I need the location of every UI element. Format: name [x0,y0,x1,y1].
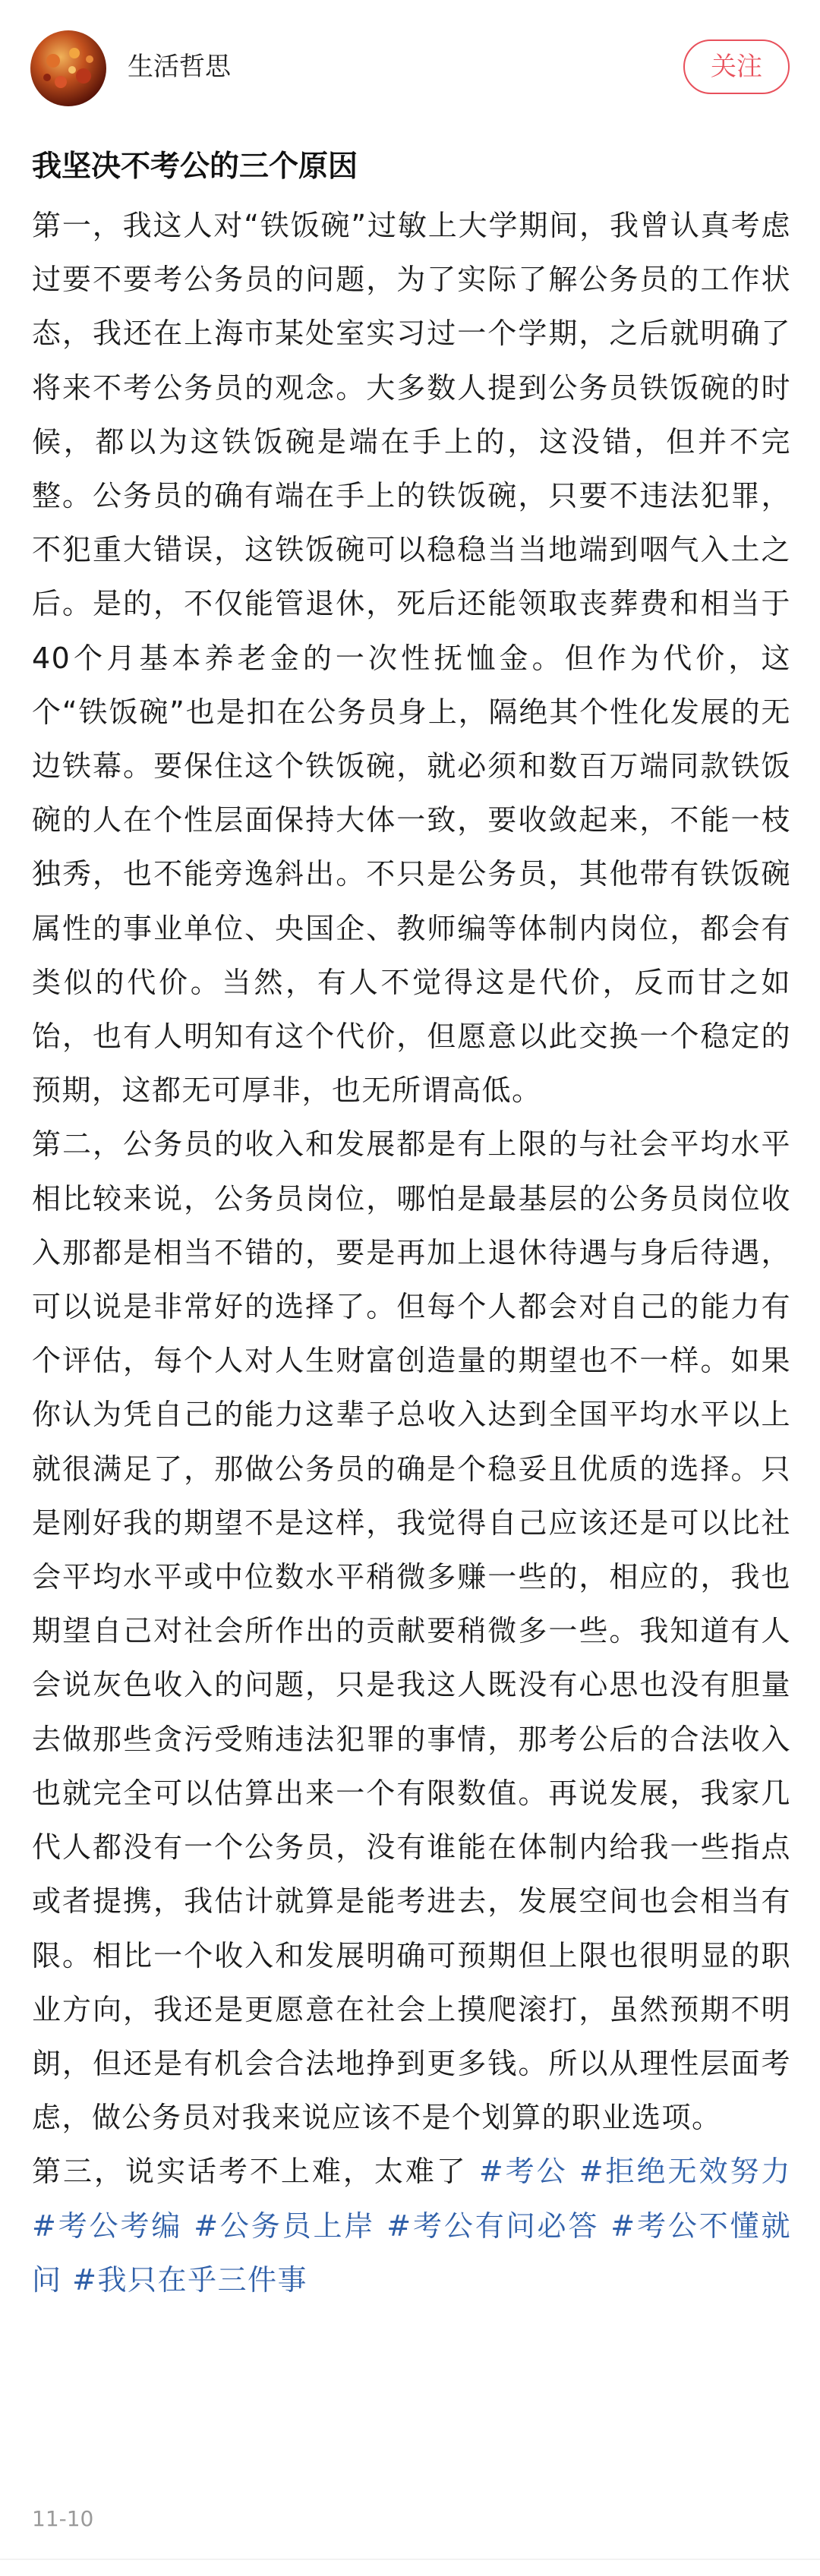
bottom-divider [0,2559,820,2560]
paragraph-3-text: 第三，说实话考不上难，太难了 [32,2155,479,2189]
author-name[interactable]: 生活哲思 [128,52,231,82]
paragraph-2: 第二，公务员的收入和发展都是有上限的与社会平均水平相比较来说，公务员岗位，哪怕是最基层的公务员岗位收入那都是相当不错的，要是再加上退休待遇与身后待遇，可以说是非常好的选择了。但每个人都会对自己的能力有个评估，每个人对人生财富创造量的期望也不一样。如果你认为凭自己的能力这辈子总收入达到全国平均水平以上就很满足了，那做公务员的确是个稳妥且优质的选择。只是刚好我的期望不是这样，我觉得自己应该还是可以比社会平均水平或中位数水平稍微多赚一些的，相应的，我也期望自己对社会所作出的贡献要稍微多一些。我知道有人会说灰色收入的问题，只是我这人既没有心思也没有胆量去做那些贪污受贿违法犯罪的事情，那考公后的合法收入也就完全可以估算出来一个有限数值。再说发展，我家几代人都没有一个公务员，没有谁能在体制内给我一些指点或者提携，我估计就算是能考进去，发展空间也会相当有限。相比一个收入和发展明确可预期但上限也很明显的职业方向，我还是更愿意在社会上摸爬滚打，虽然预期不明朗，但还是有机会合法地挣到更多钱。所以从理性层面考虑，做公务员对我来说应该不是个划算的职业选项。 [32,1127,791,2135]
post-title: 我坚决不考公的三个原因 [32,150,358,184]
post-date: 11-10 [32,2506,94,2531]
hashtag-link[interactable]: #考公有问必答 [386,2209,600,2243]
hashtag-link[interactable]: #考公不懂就问 [32,2209,791,2297]
author-avatar[interactable] [30,30,106,106]
post-header [0,0,820,137]
hashtag-link[interactable]: #我只在乎三件事 [72,2262,308,2297]
hashtag-link[interactable]: #考公考编 [32,2209,183,2243]
follow-button[interactable]: 关注 [683,39,790,94]
food-photo-avatar-icon [30,30,106,106]
hashtag-link[interactable]: #拒绝无效努力 [579,2155,791,2189]
hashtag-link[interactable]: #公务员上岸 [194,2209,376,2243]
post-body [32,199,791,2307]
paragraph-1: 第一，我这人对“铁饭碗”过敏上大学期间，我曾认真考虑过要不要考公务员的问题，为了实际了解公务员的工作状态，我还在上海市某处室实习过一个学期，之后就明确了将来不考公务员的观念。大多数人提到公务员铁饭碗的时候，都以为这铁饭碗是端在手上的，这没错，但并不完整。公务员的确有端在手上的铁饭碗，只要不违法犯罪，不犯重大错误，这铁饭碗可以稳稳当当地端到咽气入土之后。是的，不仅能管退休，死后还能领取丧葬费和相当于40个月基本养老金的一次性抚恤金。但作为代价，这个“铁饭碗”也是扣在公务员身上，隔绝其个性化发展的无边铁幕。要保住这个铁饭碗，就必须和数百万端同款铁饭碗的人在个性层面保持大体一致，要收敛起来，不能一枝独秀，也不能旁逸斜出。不只是公务员，其他带有铁饭碗属性的事业单位、央国企、教师编等体制内岗位，都会有类似的代价。当然，有人不觉得这是代价，反而甘之如饴，也有人明知有这个代价，但愿意以此交换一个稳定的预期，这都无可厚非，也无所谓高低。 [32,209,791,1108]
hashtag-link[interactable]: #考公 [478,2155,568,2189]
paragraph-3 [32,2145,791,2307]
